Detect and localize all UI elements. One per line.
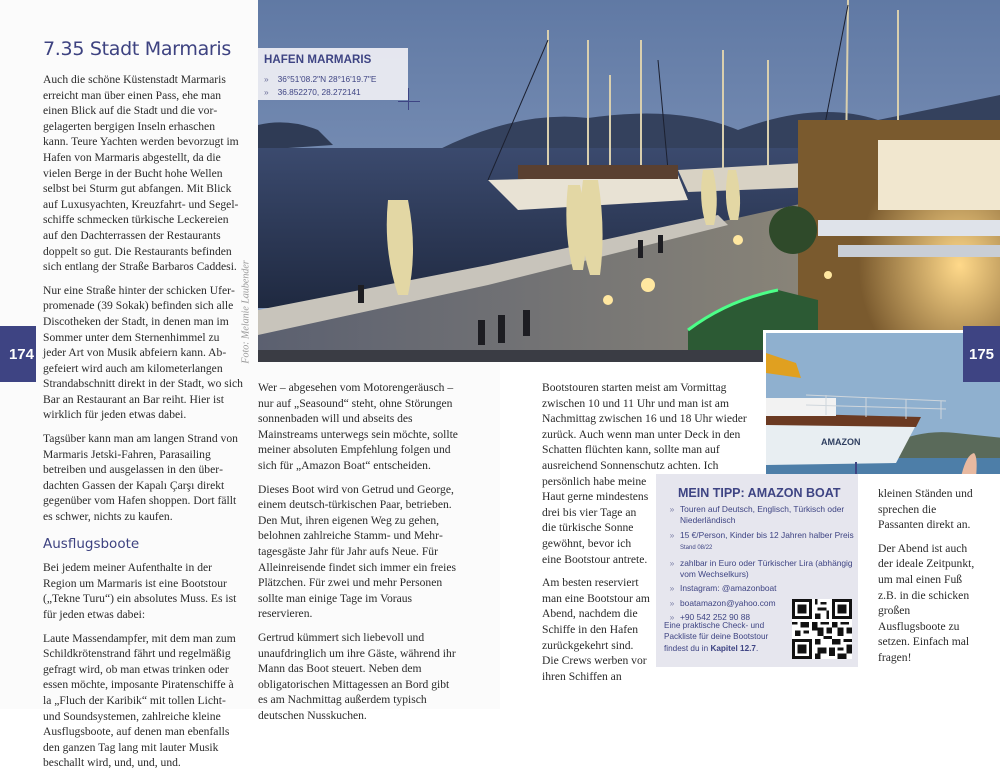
- tip-item-instagram: [664, 583, 854, 594]
- section-heading: Ausflugsboote: [43, 535, 140, 552]
- price-date-note: Stand 08/22: [680, 545, 713, 552]
- coordinates-dms-text: 36°51'08.2"N 28°16'19.7"E: [277, 74, 377, 84]
- location-title: HAFEN MARMARIS: [264, 54, 372, 66]
- column-2: [258, 380, 458, 731]
- tip-item: [664, 558, 854, 581]
- tip-footer-text: Eine praktische Check- und Packliste für deine Bootstour findest du in: [664, 621, 769, 653]
- tip-box: [656, 474, 858, 667]
- paragraph: Am besten reserviert man eine Bootstour am Abend, nachdem die Schiffe in den Hafen zurückgekehrt sind. Die Crews werben vor ihren Schiffen an: [542, 576, 650, 683]
- tip-footer: [664, 620, 784, 654]
- bullet-icon: »: [669, 612, 675, 623]
- bullet-icon: »: [669, 583, 675, 594]
- coordinates-decimal: [264, 87, 361, 97]
- bullet-icon: »: [669, 557, 675, 568]
- svg-text:AMAZON: AMAZON: [821, 437, 861, 447]
- paragraph: persönlich habe meine Haut gerne mindestens drei bis vier Tage an die türkische Sonne gewöhnt, bevor ich eine Bootstour antrete.: [542, 474, 649, 566]
- instagram-handle[interactable]: Instagram: @amazonboat: [680, 583, 777, 594]
- tip-item: [664, 530, 854, 555]
- photo-credit-text: Foto: Melanie Laubender: [240, 260, 252, 364]
- phone-number[interactable]: +90 542 252 90 88: [680, 612, 751, 623]
- paragraph: Bei jedem meiner Aufenthalte in der Region um Marmaris ist eine Bootstour („Tekne Turu“) ein absolutes Muss. Es ist für jeden etwas dabei:: [43, 561, 237, 621]
- page-number-text: 175: [968, 345, 995, 363]
- tip-item-text: Touren auf Deutsch, Englisch, Türkisch oder Niederländisch: [680, 504, 845, 526]
- tip-item-text: zahlbar in Euro oder Türkischer Lira (abhängig vom Wechselkurs): [680, 557, 853, 580]
- bullet-icon: »: [264, 87, 269, 97]
- tip-title: MEIN TIPP: AMAZON BOAT: [678, 486, 841, 500]
- paragraph: Gertrud kümmert sich liebevoll und unaufdringlich um ihre Gäste, während ihr Mann das Boot steuert. Neben dem obligatorischen Mittagessen an Bord gibt es am Nachmittag außerdem typisch deutschen Nusskuchen.: [258, 630, 456, 722]
- page-number-right: [963, 326, 1000, 382]
- bullet-icon: »: [669, 597, 675, 608]
- chapter-reference-link[interactable]: Kapitel 12.7: [710, 643, 756, 653]
- column-4: [878, 486, 978, 674]
- paragraph: Tagsüber kann man am langen Strand von Marmaris Jetski-Fahren, Parasailing betreiben und ausgelassen in den überdachten Gassen der Kapalı Çarşı direkt gegenüber vom Hafen shoppen. Dort fällt es schwer, nichts zu kaufen.: [43, 432, 238, 524]
- page-number-text: 174: [8, 345, 34, 363]
- paragraph: Wer – abgesehen vom Motorengeräusch – nur auf „Seasound“ steht, ohne Störungen sonnenbaden will und abseits des Mainstreams unterwegs sein möchte, sollte meiner absoluten Empfehlung folgen und sich für „Amazon Boat“ entscheiden.: [258, 381, 458, 472]
- paragraph: Dieses Boot wird von Getrud und George, einem deutsch-türkischen Paar, betrieben. Den Mut, ihren eigenen Weg zu gehen, belohnen zahlreiche Stamm- und Mehrtagesgäste Jahr für Jahr aufs Neue. Für Alleinreisende findet sich immer ein freies Plätzchen. Für zwei und mehr Personen sollte man einige Tage im Voraus reservieren.: [258, 482, 456, 621]
- paragraph: Bootstouren starten meist am Vormittag zwischen 10 und 11 Uhr und man ist am Nachmittag zwischen 16 und 18 Uhr wieder zurück. Auch wenn man unter Deck in den Schatten flüchten kann, sollte man auf ausreichend Sonnenschutz achten. Ich: [542, 381, 747, 472]
- paragraph: Nur eine Straße hinter der schicken Uferpromenade (39 Sokak) befinden sich alle Discotheken der Stadt, in denen man im Sommer unter dem Sternenhimmel zu jeder Art von Musik abfeiern kann. Abgefeiert wird auch am kilometerlangen Strandabschnitt direkt in der Stadt, wo sich Bar an Restaurant an Bar reiht. Hier ist wirklich für jeden etwas dabei.: [43, 283, 243, 422]
- paragraph: Auch die schöne Küstenstadt Marmaris erreicht man über einen Pass, ehe man einen Blick auf die Stadt und die vorgelagerten bergigen Inseln erhaschen kann. Teure Yachten werden bevorzugt im Hafen von Marmaris abgestellt, da die vielen Berge in der Bucht hohe Wellen selbst bei Sturm gut abfangen. Mit Blick auf Luxusyachten, Kreuzfahrt- und Segelschiffe schmecken türkische Leckereien auf den Dachterrassen der Restaurants doppelt so gut. Die Restaurants befinden sich entlang der Straße Barbaros Caddesi.: [43, 73, 239, 274]
- column-1: [43, 72, 243, 779]
- paragraph: Laute Massendampfer, mit dem man zum Schildkrötenstrand fährt und regelmäßig gefragt wird, ob man etwas trinken oder essen möchte, imposante Piratenschiffe à la „Fluch der Karibik“ mit tollen Licht- und Soundsystemen, zahlreiche kleine Ausflugsboote, auf denen man ebenfalls den ganzen Tag lang mit lauter Musik beschallt wird, und, und, und.: [43, 631, 236, 770]
- paragraph: kleinen Ständen und sprechen die Passanten direkt an.: [878, 487, 973, 532]
- coordinates-decimal-text: 36.852270, 28.272141: [277, 87, 361, 97]
- coordinates-dms: [264, 74, 376, 84]
- chapter-title: 7.35 Stadt Marmaris: [43, 38, 232, 60]
- tip-item: [664, 504, 854, 527]
- paragraph: Der Abend ist auch der ideale Zeitpunkt, um mal einen Fuß z.B. in die schicken großen Ausflugsboote zu setzen. Einfach mal fragen!: [878, 541, 975, 664]
- bullet-icon: »: [669, 529, 675, 540]
- tip-footer-suffix: .: [755, 643, 759, 653]
- page-number-left: [0, 326, 36, 382]
- qr-code-icon[interactable]: [792, 599, 852, 659]
- crosshair-decoration: [398, 101, 420, 102]
- tip-item-text: 15 €/Person, Kinder bis 12 Jahren halber Preis: [680, 529, 854, 540]
- crosshair-decoration: [408, 88, 409, 110]
- bullet-icon: »: [669, 504, 675, 514]
- photo-credit: [239, 262, 253, 362]
- email-link[interactable]: boatamazon@yahoo.com: [680, 597, 776, 608]
- location-info-box: [258, 48, 408, 100]
- bullet-icon: »: [264, 74, 269, 84]
